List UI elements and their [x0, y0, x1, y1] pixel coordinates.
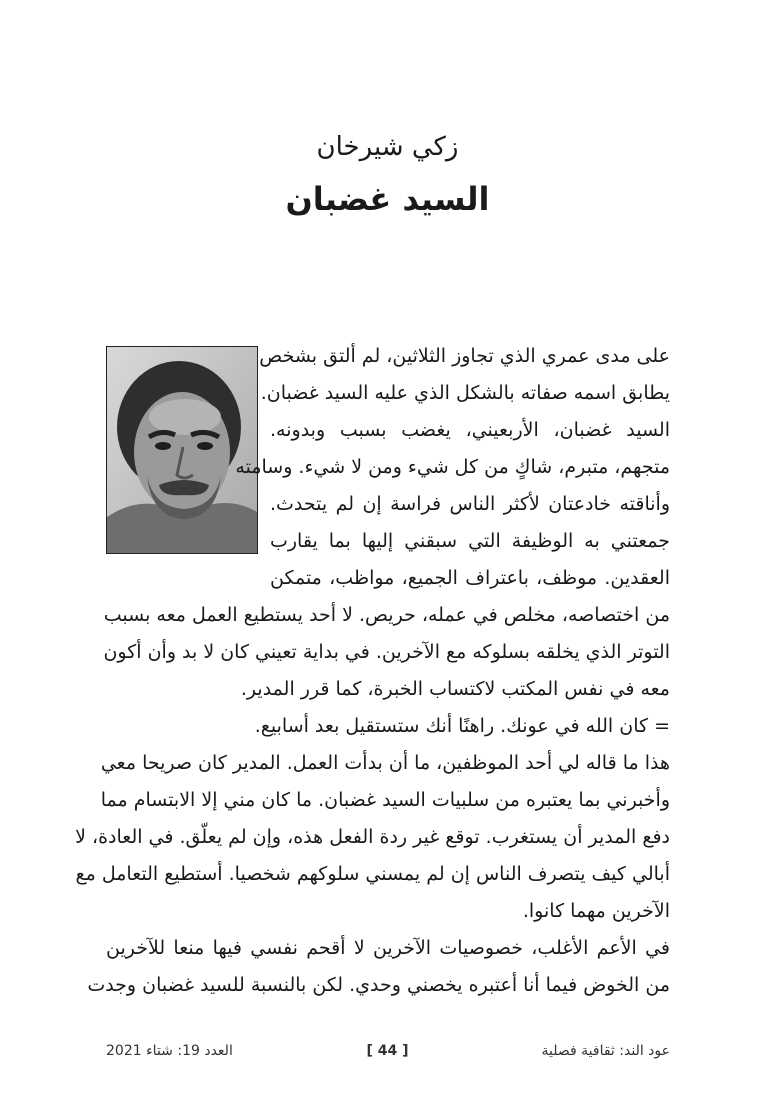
text-line: في الأعم الأغلب، خصوصيات الآخرين لا أقحم نفسي فيها منعا للآخرين [106, 937, 670, 959]
text-line: من الخوض فيما أنا أعتبره يخصني وحدي. لكن بالنسبة للسيد غضبان وجدت [87, 974, 670, 996]
footer-magazine-name: عود الند: ثقافية فصلية [541, 1043, 670, 1059]
text-line: دفع المدير أن يستغرب. توقع غير ردة الفعل هذه، وإن لم يعلّق. في العادة، لا [75, 826, 670, 848]
article-title: السيد غضبان [285, 180, 490, 218]
text-line: وأخبرني بما يعتبره من سلبيات السيد غضبان. ما كان مني إلا الابتسام مما [100, 789, 670, 811]
text-line: متجهم، متبرم، شاكٍ من كل شيء ومن لا شيء. وسامته [235, 456, 670, 478]
text-line: السيد غضبان، الأربعيني، يغضب بسبب وبدونه. [270, 419, 670, 441]
text-line: الآخرين مهما كانوا. [522, 900, 670, 922]
text-line: من اختصاصه، مخلص في عمله، حريص. لا أحد يستطيع العمل معه بسبب [103, 604, 670, 626]
text-line: معه في نفس المكتب لاكتساب الخبرة، كما قرر المدير. [240, 678, 670, 700]
text-line: أبالي كيف يتصرف الناس إن لم يمسني سلوكهم شخصيا. أستطيع التعامل مع [75, 863, 670, 885]
text-line: وأناقته خادعتان لأكثر الناس فراسة إن لم يتحدث. [270, 493, 670, 515]
text-line: العقدين. موظف، باعتراف الجميع، مواظب، متمكن [270, 567, 670, 589]
text-line: هذا ما قاله لي أحد الموظفين، ما أن بدأت العمل. المدير كان صريحا معي [100, 752, 670, 774]
text-line: جمعتني به الوظيفة التي سبقني إليها بما يقارب [270, 530, 670, 552]
text-line: يطابق اسمه صفاته بالشكل الذي عليه السيد غضبان. [260, 382, 670, 404]
footer-issue-info: العدد 19: شتاء 2021 [106, 1043, 233, 1059]
text-line: = كان الله في عونك. راهنًا أنك ستستقيل بعد أسابيع. [254, 715, 670, 737]
text-line: على مدى عمري الذي تجاوز الثلاثين، لم ألتق بشخص [259, 345, 670, 367]
text-line: التوتر الذي يخلقه بسلوكه مع الآخرين. في بداية تعيني كان لا بد وأن أكون [103, 641, 670, 663]
footer-page-number: [ 44 ] [366, 1043, 409, 1059]
author-photo [106, 346, 258, 554]
author-name: زكي شيرخان [316, 132, 459, 162]
